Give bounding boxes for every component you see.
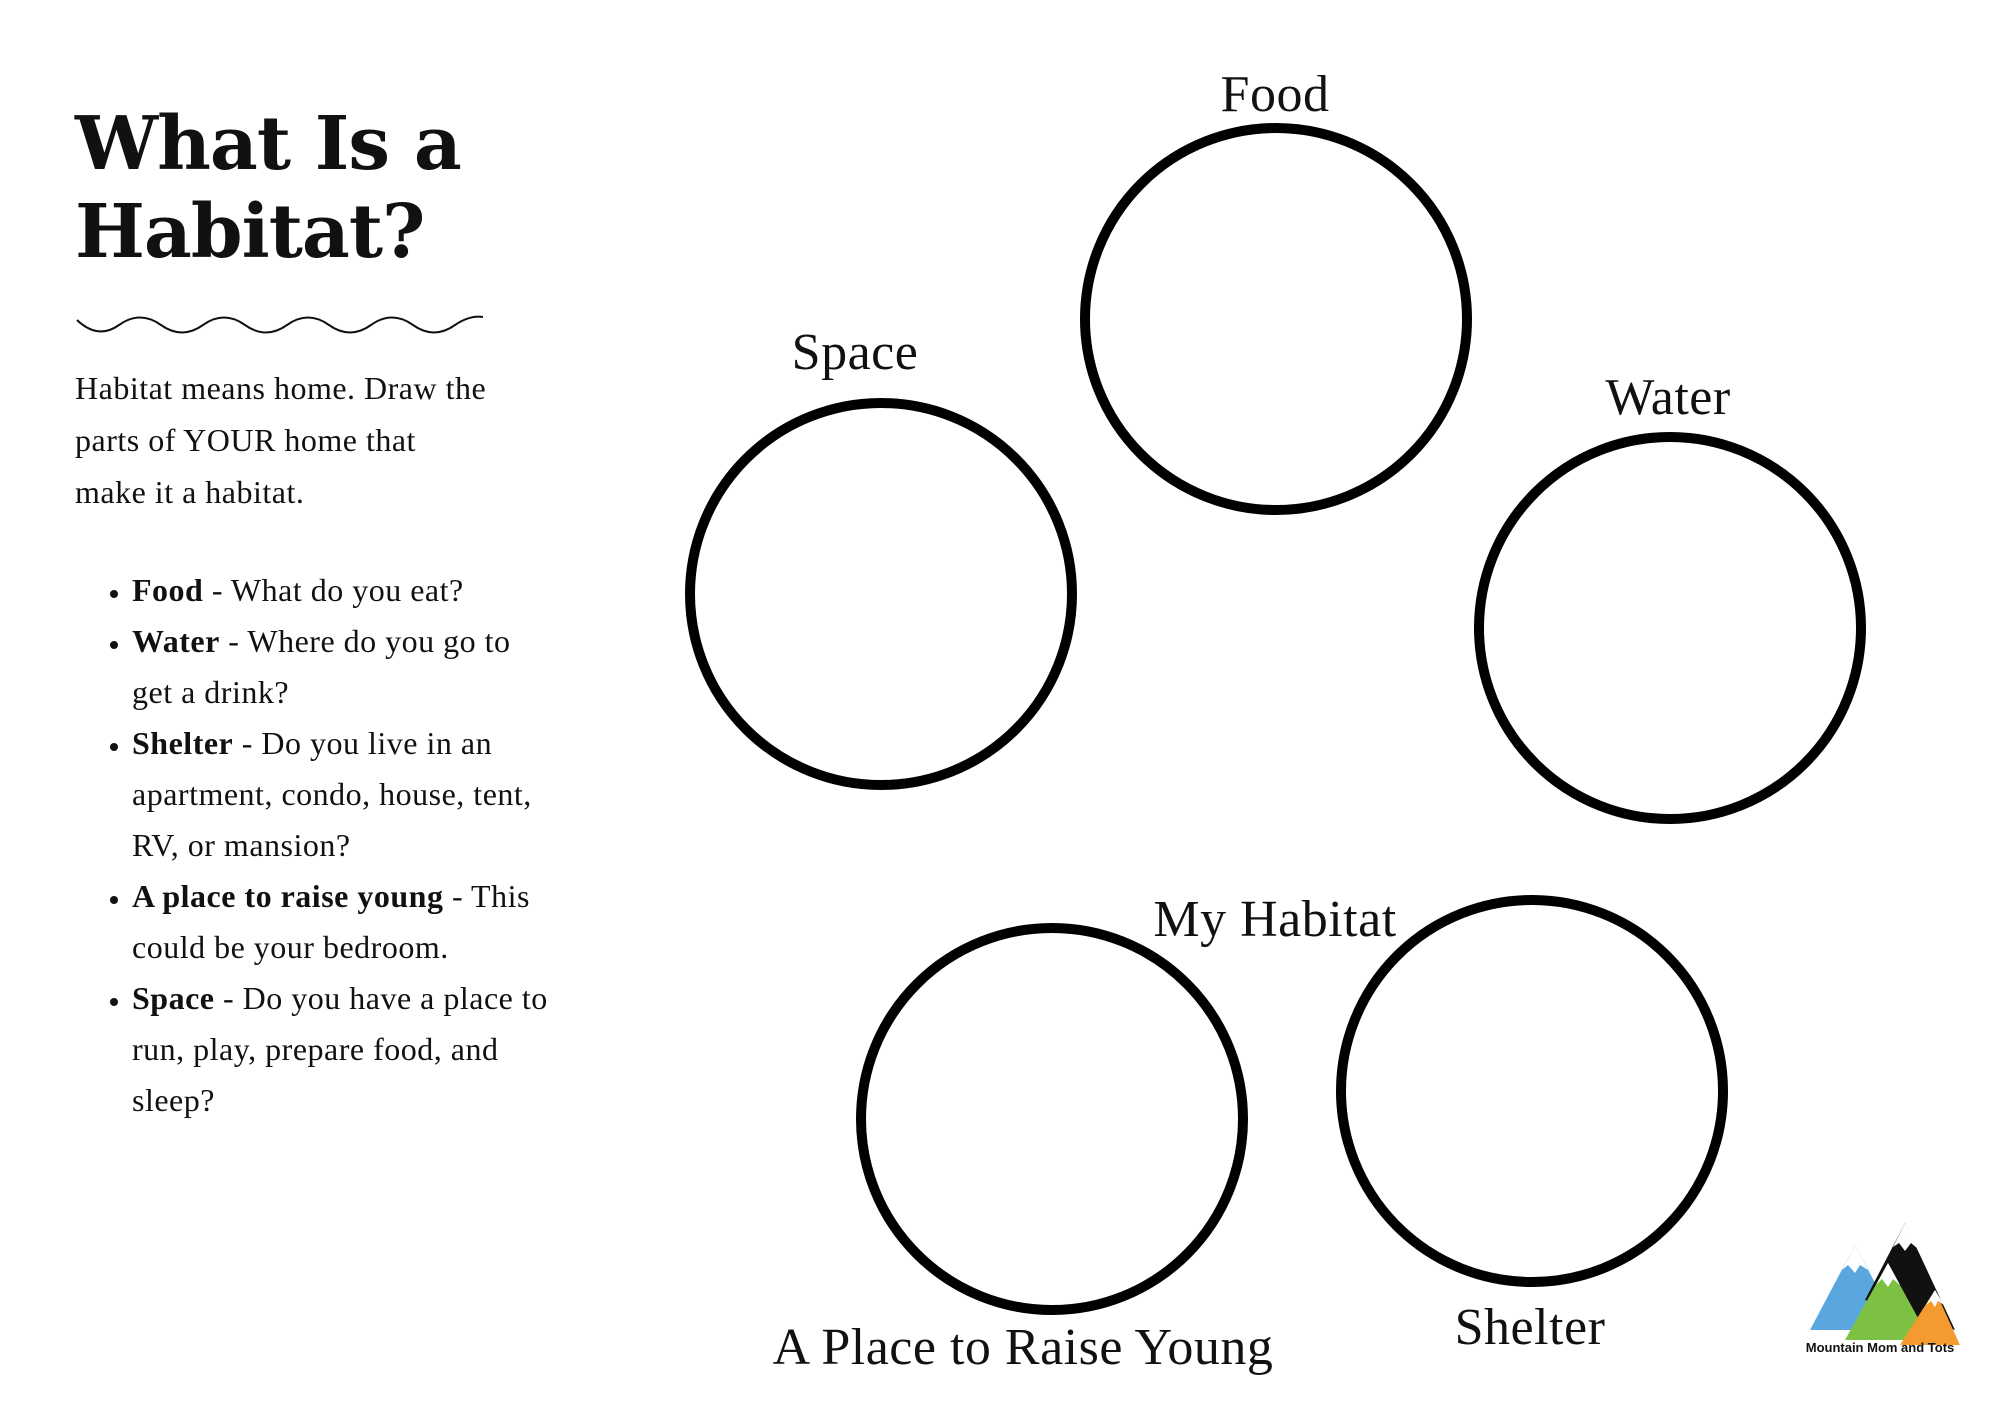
shelter-drawing-circle[interactable]	[1336, 895, 1728, 1287]
habitat-parts-list	[75, 565, 552, 1126]
logo-text: Mountain Mom and Tots	[1805, 1340, 1955, 1355]
list-text: - Where do you go to get a drink?	[132, 623, 511, 710]
list-item-raise-young	[132, 871, 552, 973]
my-habitat-label: My Habitat	[1153, 891, 1397, 948]
list-text: - Do you have a place to run, play, prepare food, and sleep?	[132, 980, 548, 1118]
list-term: Space	[132, 980, 215, 1016]
raise-young-drawing-circle[interactable]	[856, 923, 1248, 1315]
page-title	[75, 100, 495, 276]
list-text: - Do you live in an apartment, condo, house, tent, RV, or mansion?	[132, 725, 532, 863]
raise-young-label: A Place to Raise Young	[772, 1319, 1274, 1376]
space-label: Space	[791, 324, 919, 381]
water-drawing-circle[interactable]	[1474, 432, 1866, 824]
list-term: Shelter	[132, 725, 234, 761]
space-drawing-circle[interactable]	[685, 398, 1077, 790]
list-term: Food	[132, 572, 204, 608]
list-term: Water	[132, 623, 220, 659]
wavy-divider-icon	[75, 305, 485, 345]
food-label: Food	[1220, 66, 1330, 123]
list-text: - This could be your bedroom.	[132, 878, 530, 965]
intro-text: Habitat means home. Draw the parts of YOUR home that make it a habitat.	[75, 370, 487, 510]
list-item-water	[132, 616, 552, 718]
list-term: A place to raise young	[132, 878, 444, 914]
water-label: Water	[1605, 369, 1731, 426]
list-item-space	[132, 973, 552, 1126]
list-item-shelter	[132, 718, 552, 871]
list-text: - What do you eat?	[203, 572, 464, 608]
food-drawing-circle[interactable]	[1080, 123, 1472, 515]
title-line-1: What Is a	[75, 101, 461, 187]
shelter-label: Shelter	[1454, 1299, 1606, 1356]
list-item-food	[132, 565, 552, 616]
title-line-2: Habitat?	[75, 189, 425, 275]
